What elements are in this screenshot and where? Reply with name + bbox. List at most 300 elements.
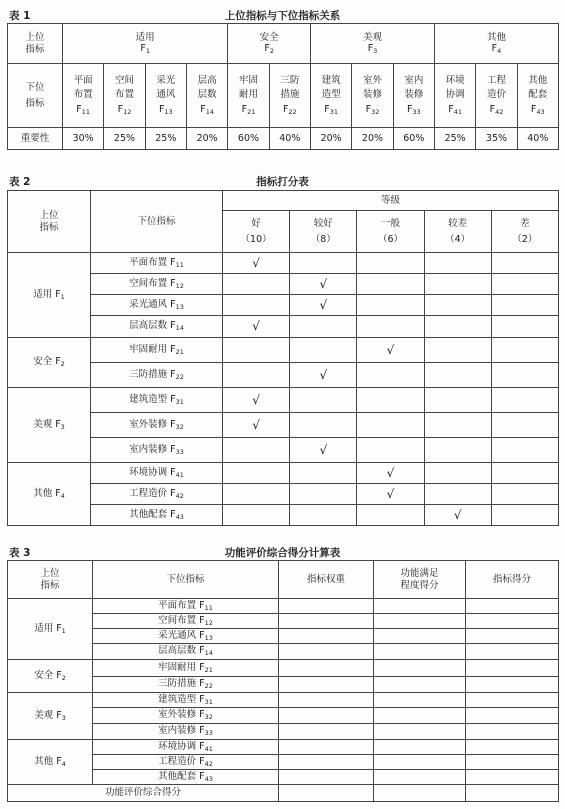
table1-lower-row bbox=[8, 64, 559, 128]
item-name: 空间布置 F bbox=[129, 277, 176, 289]
table1-title: 上位指标与下位指标关系 bbox=[224, 10, 341, 22]
check-mark-icon: √ bbox=[252, 417, 260, 432]
table3-empty-cell bbox=[466, 660, 559, 677]
table1-weight-9: 60% bbox=[393, 128, 434, 150]
table2-group-4 bbox=[8, 463, 91, 526]
table3-empty-cell bbox=[374, 708, 466, 724]
table1-item-8 bbox=[352, 64, 393, 128]
table2-row bbox=[8, 363, 559, 388]
table1-item-5 bbox=[228, 64, 269, 128]
table2-grade-cell bbox=[223, 463, 290, 484]
header-line: 上位 bbox=[25, 31, 45, 43]
item-code bbox=[104, 104, 144, 116]
grade-name: 一般 bbox=[380, 217, 400, 229]
item-name: 室内装修 F bbox=[158, 725, 205, 737]
table3-empty-cell bbox=[374, 693, 466, 708]
item-name: 工程造价 F bbox=[129, 487, 176, 499]
item-line: 层高 bbox=[197, 74, 217, 86]
check-mark-icon: √ bbox=[319, 276, 328, 291]
item-subscript: 42 bbox=[175, 491, 184, 500]
table3-empty-cell bbox=[374, 770, 466, 785]
table3-empty-cell bbox=[279, 644, 374, 660]
check-mark-icon: √ bbox=[386, 486, 395, 501]
table1-item-11 bbox=[476, 64, 517, 128]
item-code bbox=[146, 104, 186, 116]
table2-grade-cell bbox=[491, 363, 558, 388]
grade-name: 好 bbox=[251, 217, 261, 229]
item-name: 工程造价 F bbox=[158, 755, 205, 767]
item-line: 措施 bbox=[280, 89, 300, 101]
table3-empty-cell bbox=[374, 644, 466, 660]
table2-item-11 bbox=[91, 484, 223, 505]
grade-score: （10） bbox=[240, 233, 272, 245]
table2-grade-cell bbox=[424, 338, 491, 363]
table2-grade-cell bbox=[357, 316, 424, 338]
table3-upper-header bbox=[8, 561, 93, 599]
table3-empty-cell bbox=[374, 599, 466, 614]
table2-grade-cell bbox=[290, 388, 357, 413]
item-code bbox=[311, 104, 351, 116]
group-code bbox=[435, 43, 558, 55]
item-subscript: 1 bbox=[61, 626, 66, 635]
table2-row bbox=[8, 253, 559, 274]
grade-name: 较差 bbox=[448, 217, 468, 229]
table3-group-2 bbox=[8, 660, 93, 693]
table1-item-6 bbox=[269, 64, 310, 128]
table3-empty-cell bbox=[374, 629, 466, 644]
item-line: 三防 bbox=[280, 74, 300, 86]
table3-empty-cell bbox=[466, 693, 559, 708]
item-name: 适用 F bbox=[33, 288, 61, 300]
table2-grade-cell bbox=[424, 274, 491, 295]
item-subscript: 2 bbox=[60, 360, 65, 369]
item-line: 室内 bbox=[404, 74, 424, 86]
group-name: 其他 bbox=[486, 31, 506, 43]
group-name: 适用 bbox=[135, 31, 155, 43]
table3-empty-cell bbox=[279, 770, 374, 785]
item-name: 建筑造型 F bbox=[158, 693, 205, 705]
table3-empty-cell bbox=[374, 724, 466, 740]
table2 bbox=[7, 190, 559, 526]
code-sub: 31 bbox=[329, 108, 339, 117]
table1-item-1 bbox=[63, 64, 104, 128]
table2-grade-cell bbox=[491, 388, 558, 413]
item-subscript: 31 bbox=[204, 697, 213, 706]
code: F bbox=[117, 104, 124, 116]
grade-score: （4） bbox=[445, 233, 471, 245]
item-subscript: 13 bbox=[204, 633, 213, 642]
table3-score-header: 指标得分 bbox=[466, 561, 559, 599]
table3-lower-header: 下位指标 bbox=[93, 561, 279, 599]
item-subscript: 4 bbox=[61, 759, 66, 768]
item-line: 建筑 bbox=[321, 74, 341, 86]
table2-lower-header: 下位指标 bbox=[91, 191, 223, 253]
code: F bbox=[448, 104, 454, 116]
table2-grade-cell bbox=[357, 363, 424, 388]
table2-grade-cell bbox=[290, 413, 357, 438]
table2-grade-cell bbox=[357, 463, 424, 484]
check-mark-icon: √ bbox=[453, 507, 462, 522]
table1-number: 表 1 bbox=[9, 10, 31, 22]
table1-item-7 bbox=[311, 64, 352, 128]
code-sub: 42 bbox=[495, 108, 504, 117]
code: F bbox=[282, 104, 289, 116]
table2-grade-cell bbox=[491, 295, 558, 316]
table1-weight-4: 20% bbox=[186, 128, 227, 150]
table1-weight-8: 20% bbox=[352, 128, 393, 150]
table3-empty-cell bbox=[466, 708, 559, 724]
item-name: 三防措施 F bbox=[158, 678, 205, 690]
table2-grade-cell bbox=[491, 338, 558, 363]
header-line: 指标 bbox=[39, 221, 59, 233]
header-line: 指标 bbox=[40, 579, 60, 591]
table2-item-3 bbox=[91, 295, 223, 316]
item-subscript: 2 bbox=[61, 673, 66, 682]
table2-grade-cell bbox=[424, 484, 491, 505]
item-name: 层高层数 F bbox=[129, 320, 176, 332]
code: F bbox=[140, 43, 146, 55]
table3-row bbox=[8, 599, 559, 614]
table3-title: 功能评价综合得分计算表 bbox=[224, 547, 341, 559]
group-name: 美观 bbox=[362, 31, 382, 43]
item-name: 其他配套 F bbox=[129, 508, 176, 520]
table2-item-4 bbox=[91, 316, 223, 338]
table2-grade-cell bbox=[290, 505, 357, 526]
code: F bbox=[406, 104, 413, 116]
table2-group-2 bbox=[8, 338, 91, 388]
check-mark-icon: √ bbox=[319, 297, 328, 312]
item-line: 环境 bbox=[445, 74, 465, 86]
table3-empty-cell bbox=[466, 770, 559, 785]
item-line: 平面 bbox=[73, 74, 93, 86]
item-line: 装修 bbox=[362, 89, 382, 101]
table2-grade-header: 等级 bbox=[223, 191, 559, 211]
table2-grade-cell bbox=[491, 484, 558, 505]
grade-score: （2） bbox=[512, 233, 538, 245]
table3-total-label: 功能评价综合得分 bbox=[8, 785, 279, 802]
item-code bbox=[63, 104, 103, 116]
item-name: 其他配套 F bbox=[158, 770, 205, 782]
check-mark-icon: √ bbox=[386, 342, 395, 357]
table2-row bbox=[8, 413, 559, 438]
table1 bbox=[7, 23, 559, 150]
header-line: 上位 bbox=[40, 567, 60, 579]
table2-grade-cell bbox=[491, 253, 558, 274]
item-name: 其他 F bbox=[33, 487, 61, 499]
item-name: 三防措施 F bbox=[129, 368, 176, 380]
code: F bbox=[367, 43, 374, 55]
group-code bbox=[311, 43, 434, 55]
table2-item-12 bbox=[91, 505, 223, 526]
item-name: 空间布置 F bbox=[158, 614, 205, 626]
table3-empty-cell bbox=[466, 629, 559, 644]
table3-empty-cell bbox=[279, 708, 374, 724]
table1-item-3 bbox=[145, 64, 186, 128]
table2-grade-cell bbox=[357, 274, 424, 295]
table2-row bbox=[8, 438, 559, 463]
table3-item-3 bbox=[93, 629, 279, 644]
item-code bbox=[518, 104, 558, 116]
table2-grade-cell bbox=[223, 484, 290, 505]
table2-row bbox=[8, 274, 559, 295]
table2-item-6 bbox=[91, 363, 223, 388]
code-sub: 3 bbox=[373, 47, 378, 56]
table2-grade-cell bbox=[491, 316, 558, 338]
table2-grade-5 bbox=[491, 211, 558, 253]
code-sub: 12 bbox=[123, 108, 132, 117]
table2-grade-1 bbox=[223, 211, 290, 253]
table2-grade-cell bbox=[357, 505, 424, 526]
table2-grade-cell bbox=[491, 413, 558, 438]
code-sub: 33 bbox=[412, 108, 421, 117]
table3-item-11 bbox=[93, 755, 279, 770]
table3-item-4 bbox=[93, 644, 279, 660]
table3-empty-cell bbox=[374, 740, 466, 755]
item-subscript: 12 bbox=[204, 618, 213, 627]
item-name: 层高层数 F bbox=[158, 645, 205, 657]
table3-empty-cell bbox=[279, 660, 374, 677]
table3-caption bbox=[0, 543, 565, 559]
item-line: 耐用 bbox=[238, 89, 258, 101]
table3-total-row bbox=[8, 785, 559, 802]
item-subscript: 1 bbox=[60, 292, 65, 301]
table2-grade-cell bbox=[290, 253, 357, 274]
table2-grade-cell bbox=[223, 363, 290, 388]
table3-empty-cell bbox=[374, 785, 466, 802]
table1-caption bbox=[0, 6, 565, 22]
group-code bbox=[63, 43, 227, 55]
table2-grade-cell bbox=[223, 295, 290, 316]
table2-row bbox=[8, 338, 559, 363]
item-subscript: 32 bbox=[204, 713, 213, 722]
table3-empty-cell bbox=[374, 660, 466, 677]
table2-row bbox=[8, 388, 559, 413]
grade-name: 差 bbox=[520, 217, 530, 229]
item-line: 工程 bbox=[486, 74, 506, 86]
table1-group-4 bbox=[434, 24, 558, 64]
table2-grade-cell bbox=[357, 338, 424, 363]
table3-row bbox=[8, 693, 559, 708]
check-mark-icon: √ bbox=[252, 392, 260, 407]
item-line: 配套 bbox=[528, 89, 548, 101]
item-subscript: 31 bbox=[175, 397, 184, 406]
item-name: 平面布置 F bbox=[129, 256, 176, 268]
code: F bbox=[158, 104, 165, 116]
table1-item-10 bbox=[434, 64, 475, 128]
item-subscript: 21 bbox=[175, 347, 184, 356]
item-subscript: 43 bbox=[175, 512, 184, 521]
table3-row bbox=[8, 740, 559, 755]
code: F bbox=[491, 43, 498, 55]
table3-item-1 bbox=[93, 599, 279, 614]
item-code bbox=[187, 104, 227, 116]
item-name: 环境协调 F bbox=[129, 466, 176, 478]
item-name: 美观 F bbox=[34, 709, 62, 721]
table3-item-10 bbox=[93, 740, 279, 755]
table1-upper-row bbox=[8, 24, 559, 64]
table1-weight-1: 30% bbox=[63, 128, 104, 150]
table3-empty-cell bbox=[279, 724, 374, 740]
item-subscript: 21 bbox=[204, 665, 213, 674]
table2-grade-cell bbox=[424, 363, 491, 388]
table3-item-9 bbox=[93, 724, 279, 740]
item-line: 通风 bbox=[156, 89, 176, 101]
table2-grade-cell bbox=[223, 505, 290, 526]
item-line: 采光 bbox=[156, 74, 176, 86]
table2-grade-cell bbox=[491, 505, 558, 526]
table2-row bbox=[8, 295, 559, 316]
table1-group-3 bbox=[311, 24, 435, 64]
table3-empty-cell bbox=[466, 677, 559, 693]
table3-empty-cell bbox=[466, 724, 559, 740]
code-sub: 32 bbox=[371, 108, 380, 117]
table3-weight-header: 指标权重 bbox=[279, 561, 374, 599]
code-sub: 4 bbox=[497, 47, 502, 56]
item-line: 其他 bbox=[528, 74, 548, 86]
table2-grade-cell bbox=[223, 316, 290, 338]
header-line: 下位 bbox=[25, 81, 45, 93]
table2-row bbox=[8, 505, 559, 526]
item-subscript: 3 bbox=[61, 713, 66, 722]
item-subscript: 4 bbox=[60, 491, 65, 500]
item-name: 室内装修 F bbox=[129, 443, 176, 455]
table3-item-2 bbox=[93, 614, 279, 629]
table1-weight-10: 25% bbox=[434, 128, 475, 150]
item-name: 室外装修 F bbox=[129, 418, 176, 430]
table1-weight-5: 60% bbox=[228, 128, 269, 150]
table2-grade-cell bbox=[491, 463, 558, 484]
table2-item-8 bbox=[91, 413, 223, 438]
item-subscript: 11 bbox=[175, 260, 184, 269]
item-name: 采光通风 F bbox=[158, 629, 205, 641]
item-subscript: 3 bbox=[60, 422, 65, 431]
table2-grade-cell bbox=[357, 295, 424, 316]
item-name: 其他 F bbox=[34, 755, 62, 767]
code-sub: 2 bbox=[269, 47, 274, 56]
code-sub: 22 bbox=[288, 108, 297, 117]
item-name: 牢固耐用 F bbox=[158, 661, 205, 673]
item-line: 层数 bbox=[197, 89, 217, 101]
table2-title: 指标打分表 bbox=[256, 176, 309, 188]
table2-grade-cell bbox=[223, 338, 290, 363]
table2-grade-cell bbox=[357, 253, 424, 274]
table2-item-1 bbox=[91, 253, 223, 274]
table1-group-2 bbox=[228, 24, 311, 64]
table3-empty-cell bbox=[279, 677, 374, 693]
table3-group-4 bbox=[8, 740, 93, 785]
table2-grade-cell bbox=[290, 295, 357, 316]
table2-row bbox=[8, 463, 559, 484]
table2-grade-cell bbox=[223, 438, 290, 463]
table3-item-6 bbox=[93, 677, 279, 693]
item-name: 安全 F bbox=[33, 356, 61, 368]
check-mark-icon: √ bbox=[252, 255, 260, 270]
table1-group-1 bbox=[63, 24, 228, 64]
code: F bbox=[200, 104, 206, 116]
item-line: 布置 bbox=[114, 89, 134, 101]
table3-item-12 bbox=[93, 770, 279, 785]
header-line: 程度得分 bbox=[400, 579, 439, 591]
item-line: 空间 bbox=[114, 74, 134, 86]
table3-empty-cell bbox=[279, 785, 374, 802]
item-subscript: 43 bbox=[204, 774, 213, 783]
item-subscript: 14 bbox=[175, 324, 184, 333]
item-subscript: 42 bbox=[204, 759, 213, 768]
code: F bbox=[530, 104, 537, 116]
table1-upper-header bbox=[8, 24, 63, 64]
table2-grade-4 bbox=[424, 211, 491, 253]
table2-grade-cell bbox=[424, 438, 491, 463]
code-sub: 11 bbox=[81, 108, 91, 117]
grade-score: （8） bbox=[310, 233, 336, 245]
code-sub: 1 bbox=[145, 47, 150, 56]
table1-item-9 bbox=[393, 64, 434, 128]
table3-group-3 bbox=[8, 693, 93, 740]
table3-empty-cell bbox=[466, 785, 559, 802]
item-name: 安全 F bbox=[34, 669, 62, 681]
table2-grade-cell bbox=[290, 363, 357, 388]
table1-item-12 bbox=[517, 64, 558, 128]
item-subscript: 33 bbox=[175, 447, 184, 456]
table3-empty-cell bbox=[466, 740, 559, 755]
code: F bbox=[324, 104, 330, 116]
item-subscript: 32 bbox=[175, 422, 184, 431]
code: F bbox=[365, 104, 372, 116]
item-code bbox=[394, 104, 434, 116]
check-mark-icon: √ bbox=[252, 319, 260, 333]
grade-name: 较好 bbox=[313, 217, 333, 229]
table2-grade-cell bbox=[290, 338, 357, 363]
table2-number: 表 2 bbox=[9, 176, 31, 188]
table1-weight-11: 35% bbox=[476, 128, 517, 150]
item-subscript: 33 bbox=[204, 729, 213, 738]
item-subscript: 22 bbox=[175, 372, 184, 381]
item-line: 造价 bbox=[486, 89, 506, 101]
table3-header-row bbox=[8, 561, 559, 599]
table2-grade-2 bbox=[290, 211, 357, 253]
header-line: 上位 bbox=[39, 209, 59, 221]
item-line: 协调 bbox=[445, 89, 465, 101]
table2-grade-cell bbox=[357, 438, 424, 463]
code: F bbox=[76, 104, 82, 116]
table3-empty-cell bbox=[279, 599, 374, 614]
item-subscript: 11 bbox=[204, 603, 213, 612]
table2-grade-3 bbox=[357, 211, 424, 253]
table3 bbox=[7, 560, 559, 802]
table2-item-5 bbox=[91, 338, 223, 363]
table1-weight-3: 25% bbox=[145, 128, 186, 150]
table2-grade-cell bbox=[424, 295, 491, 316]
item-line: 牢固 bbox=[238, 74, 258, 86]
table3-empty-cell bbox=[466, 644, 559, 660]
table1-item-2 bbox=[104, 64, 145, 128]
table1-weight-7: 20% bbox=[311, 128, 352, 150]
table2-caption bbox=[0, 172, 565, 188]
table3-empty-cell bbox=[466, 614, 559, 629]
item-code bbox=[352, 104, 392, 116]
table2-grade-cell bbox=[424, 463, 491, 484]
table2-grade-cell bbox=[290, 274, 357, 295]
item-line: 室外 bbox=[362, 74, 382, 86]
table1-weight-12: 40% bbox=[517, 128, 558, 150]
table2-grade-cell bbox=[491, 438, 558, 463]
table2-row bbox=[8, 316, 559, 338]
item-subscript: 41 bbox=[204, 744, 213, 753]
table2-grade-cell bbox=[491, 274, 558, 295]
item-name: 牢固耐用 F bbox=[129, 343, 176, 355]
table2-header-row-1 bbox=[8, 191, 559, 211]
table3-empty-cell bbox=[279, 755, 374, 770]
